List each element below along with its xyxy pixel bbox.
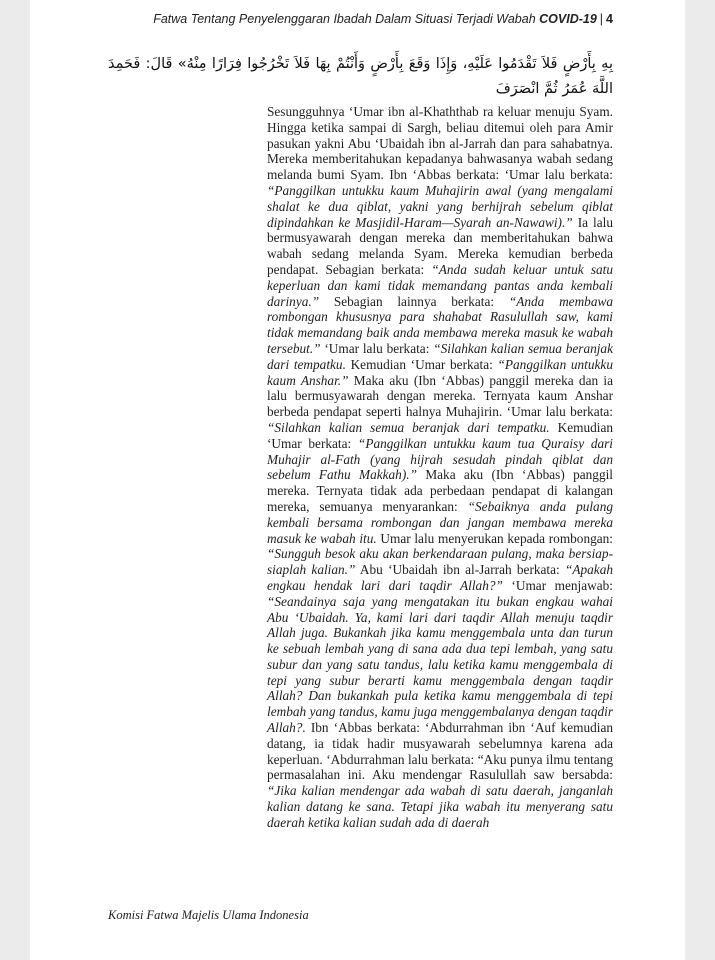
quote-text: “Seandainya saja yang mengatakan itu bukan engkau wahai Abu ‘Ubaidah. Ya, kami lari dari taqdir Allah menuju taqdir Allah juga. Bukankah jika kamu menggembala unta dan turun ke sebuah lembah yang di sana ada dua tepi lembah, yang satu subur dan yang satu tandus, lalu ketika kamu menggembala di tepi yang subur berarti kamu menggembala dengan taqdir Allah? Dan bukankah pula ketika kamu menggembala di tepi lembah yang tandus, kamu juga menggembalanya dengan taqdir Allah?. (267, 593, 613, 736)
body-text: Sebagian lainnya berkata: (319, 293, 509, 309)
quote-text: “Panggilkan untukku kaum Anshar.” (267, 356, 613, 388)
header-separator: | (599, 12, 604, 26)
body-text: Sesungguhnya ‘Umar ibn al-Khaththab ra keluar menuju Syam. Hingga ketika sampai di Sargh, beliau ditemui oleh para Amir pasukan yakni Abu ‘Ubaidah ibn al-Jarrah dan para sahabatnya. Mereka memberitahukan kepadanya bahwasanya wabah sedang melanda bumi Syam. Ibn ‘Abbas berkata: ‘Umar lalu berkata: (267, 104, 613, 183)
arabic-hadith-text: بِهِ بِأَرْضٍ فَلاَ تَقْدَمُوا عَلَيْهِ، وَإِذَا وَقَعَ بِأَرْضٍ وَأَنْتُمْ بِهَا فَلاَ تَخْرُجُوا فِرَارًا مِنْهُ» قَالَ: فَحَمِدَ اللَّهَ عُمَرُ ثُمَّ انْصَرَفَ (108, 56, 613, 97)
quote-text: “Silahkan kalian semua beranjak dari tempatku. (267, 419, 550, 435)
body-text: Kemudian ‘Umar berkata: (345, 356, 498, 372)
body-translation (267, 104, 613, 831)
body-text: Ibn ‘Abbas berkata: ‘Abdurrahman ibn ‘Auf kemudian datang, ia tidak hadir musyawarah sebelumnya karena ada keperluan. ‘Abdurrahman lalu berkata: “Aku punya ilmu tentang permasalahan ini. Aku mendengar Rasulullah saw bersabda: (267, 720, 613, 783)
running-header (30, 12, 613, 26)
quote-text: “Panggilkan untukku kaum Muhajirin awal (yang mengalami shalat ke dua qiblat, yakni yang berhijrah sebelum qiblat dipindahkan ke Masjidil-Haram—Syarah an-Nawawi).” (267, 182, 613, 230)
body-text: ‘Umar lalu berkata: (320, 340, 434, 356)
quote-text: “Panggilkan untukku kaum tua Quraisy dari Muhajir al-Fath (yang hijrah sesudah pindah qiblat dan sebelum Fathu Makkah).” (267, 435, 613, 483)
header-title: Fatwa Tentang Penyelenggaran Ibadah Dalam Situasi Terjadi Wabah (153, 12, 536, 26)
body-text: Abu ‘Ubaidah ibn al-Jarrah berkata: (355, 562, 565, 578)
body-text: Maka aku (Ibn ‘Abbas) panggil mereka dan ia lalu bermusyawarah dengan mereka. Ternyata kaum Anshar berbeda pendapat seperti halnya Muhajirin. ‘Umar lalu berkata: (267, 372, 613, 420)
body-paragraph (267, 104, 613, 831)
quote-text: “Silahkan kalian semua beranjak dari tempatku. (267, 340, 613, 372)
body-text: Ia lalu bermusyawarah dengan mereka dan memberitahukan bahwa wabah sedang melanda Syam. Mereka kemudian berbeda pendapat. Sebagian berkata: (267, 214, 613, 277)
quote-text: “Anda sudah keluar untuk satu keperluan dan kami tidak memandang pantas anda kembali darinya.” (267, 261, 613, 309)
document-page (30, 0, 685, 960)
quote-text: “Anda membawa rombongan khususnya para shahabat Rasulullah saw, kami tidak memandang baik anda membawa mereka masuk ke wabah tersebut.” (267, 293, 613, 356)
quote-text: “Jika kalian mendengar ada wabah di satu daerah, janganlah kalian datang ke sana. Tetapi jika wabah itu menyerang satu daerah ketika kalian sudah ada di daerah (267, 783, 613, 830)
quote-text: “Sungguh besok aku akan berkendaraan pulang, maka bersiap-siaplah kalian.” (267, 546, 613, 578)
body-text: Maka aku (Ibn ‘Abbas) panggil mereka. Ternyata tidak ada perbedaan pendapat di kalangan mereka, semuanya menyarankan: (267, 467, 613, 514)
quote-text: “Sebaiknya anda pulang kembali bersama rombongan dan jangan membawa mereka masuk ke wabah itu. (267, 498, 614, 546)
quote-text: “Apakah engkau hendak lari dari taqdir Allah?” (267, 562, 613, 593)
page-number: 4 (606, 12, 613, 26)
body-text: Umar lalu menyerukan kepada rombongan: (376, 530, 613, 546)
body-text: Kemudian ‘Umar berkata: (267, 419, 613, 451)
page-footer: Komisi Fatwa Majelis Ulama Indonesia (108, 908, 309, 922)
header-title-bold: COVID-19 (539, 12, 597, 26)
body-text: ‘Umar menjawab: (502, 577, 613, 593)
